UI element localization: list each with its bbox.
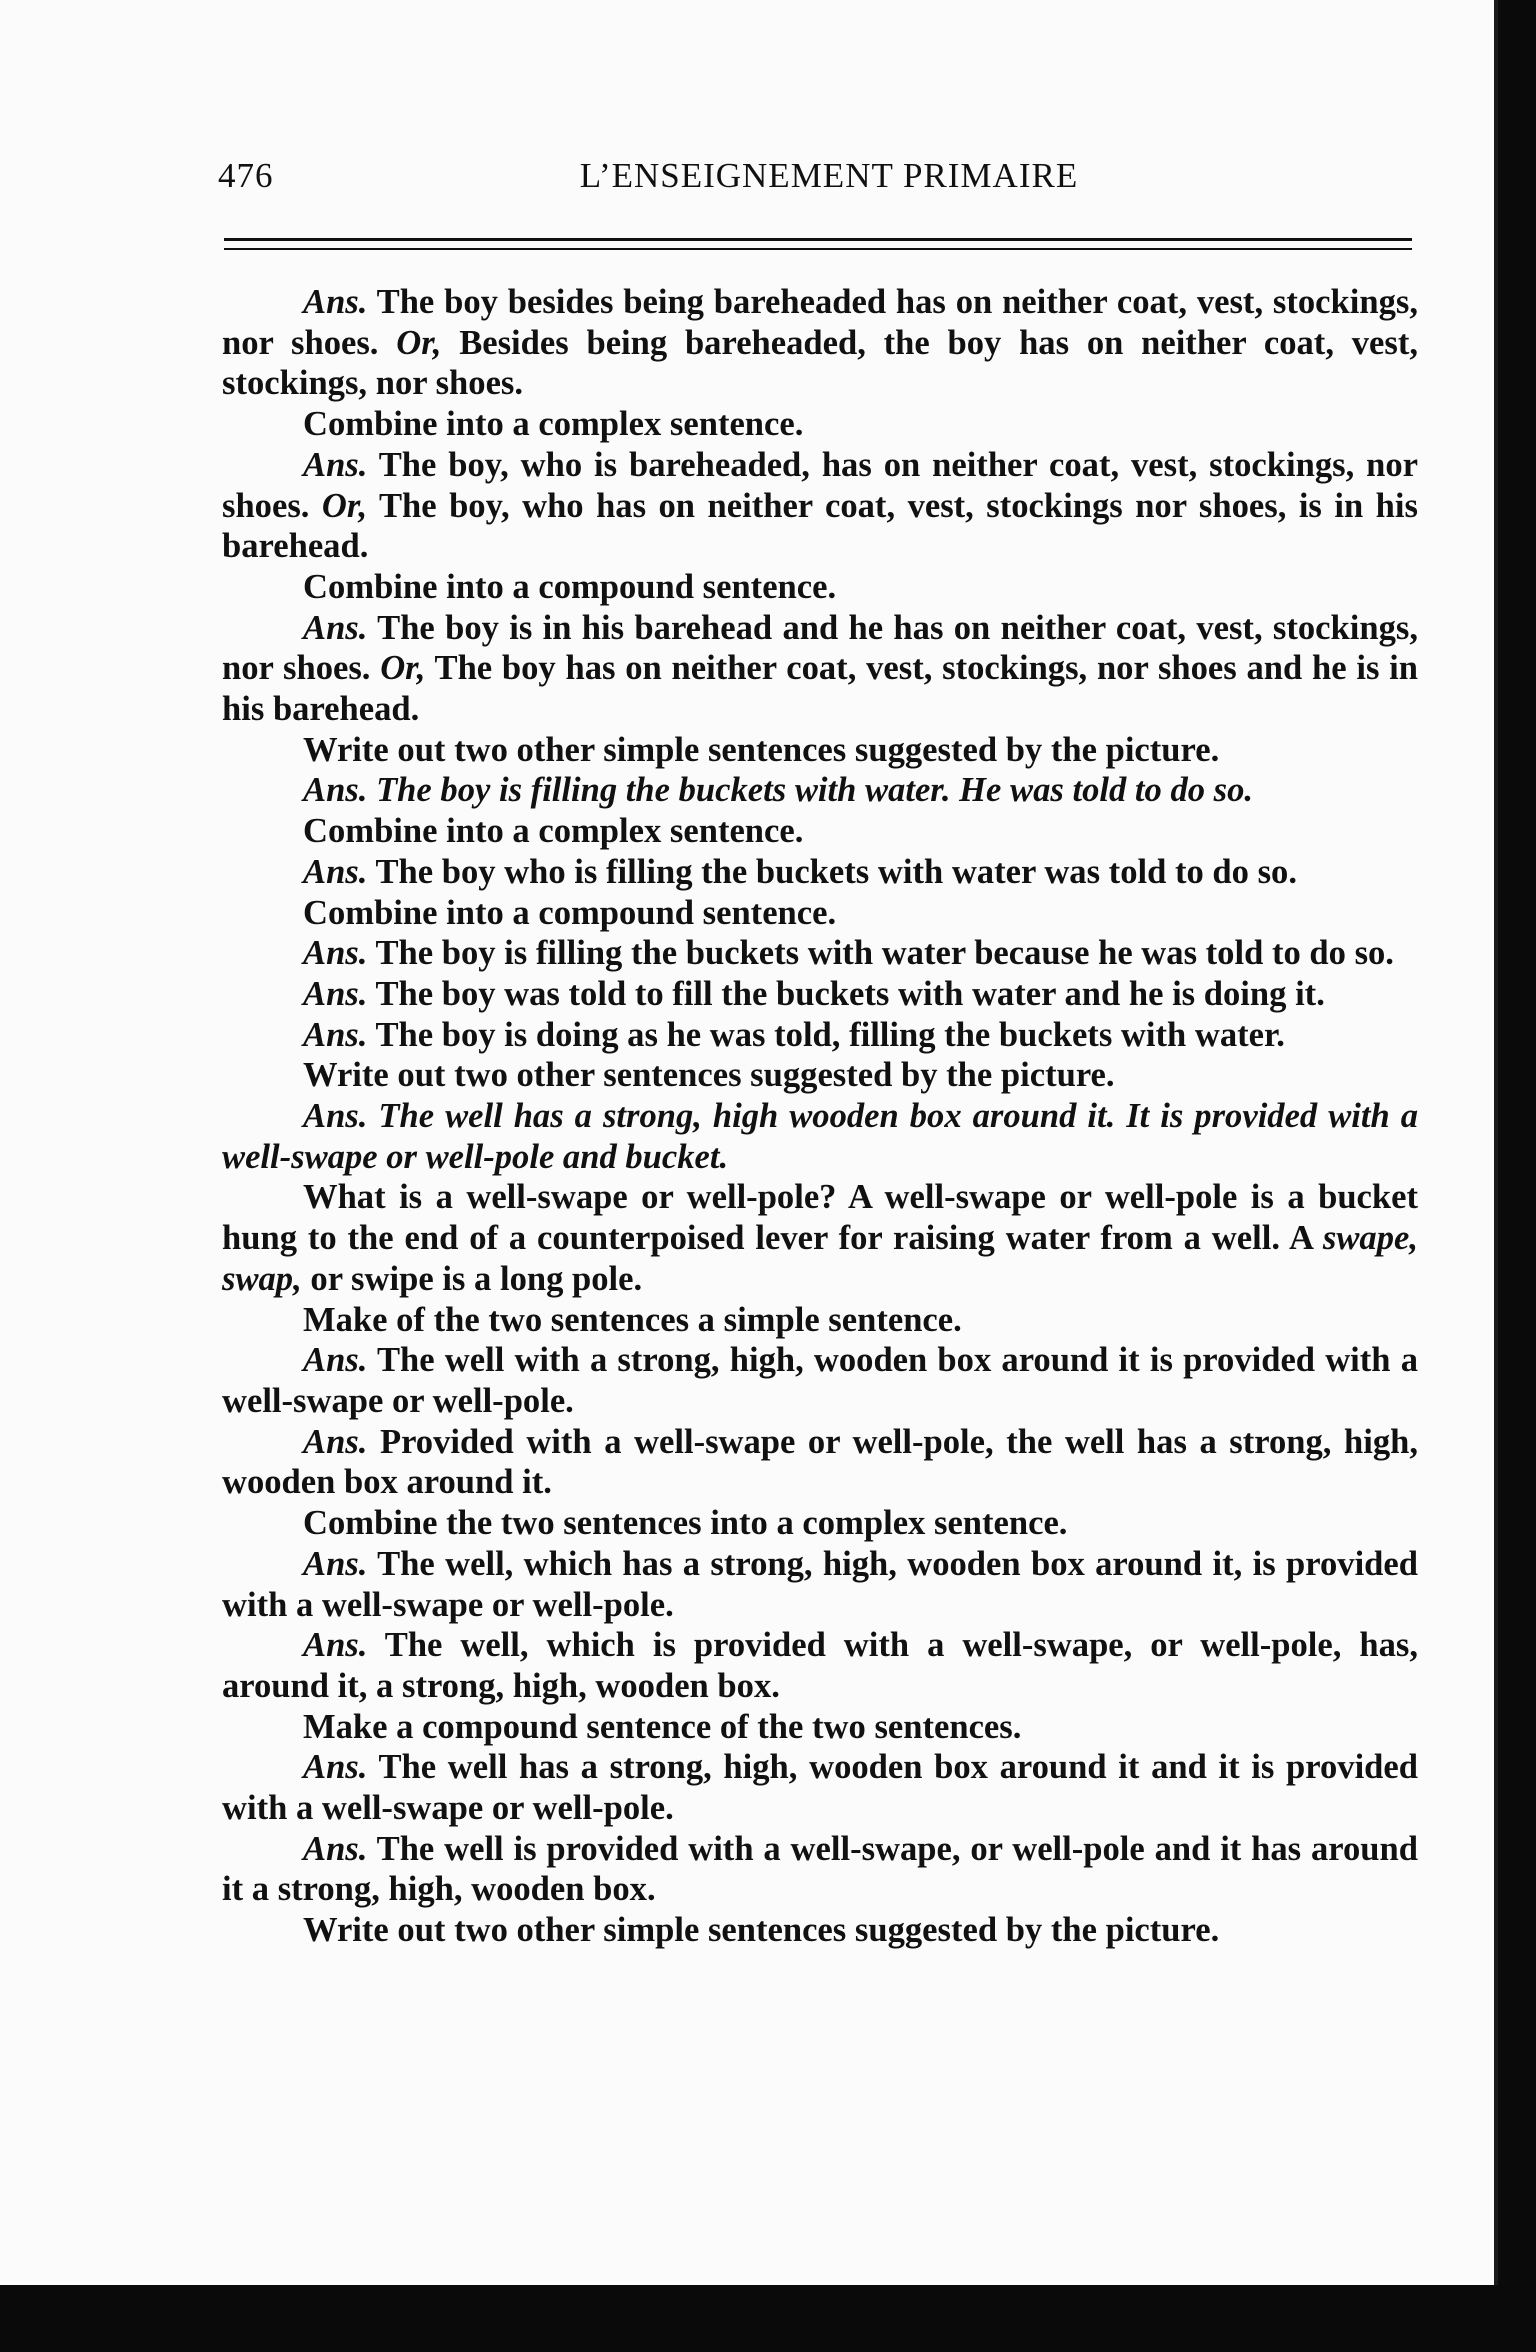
paragraph [222,1340,1418,1421]
paragraph [222,1015,1418,1056]
paragraph [222,282,1418,404]
paragraph-text: The boy was told to fill the buckets with water and he is doing it. [375,974,1325,1013]
paragraph-text: The boy is in his barehead and he has on neither coat, vest, stockings, nor shoes. [222,608,1418,688]
answer-label: Ans. [303,1097,368,1136]
paragraph-text: Combine into a compound sentence. [303,893,837,932]
paragraph [222,1177,1418,1299]
paragraph [222,974,1418,1015]
answer-label: Ans. [303,974,368,1013]
answer-label: Ans. [303,771,368,810]
paragraph-text: The boy is doing as he was told, filling the buckets with water. [375,1015,1285,1054]
paragraph [222,1300,1418,1341]
answer-label: Ans. [303,1015,368,1054]
paragraph [222,893,1418,934]
paragraph-text: Combine into a complex sentence. [303,812,804,851]
paragraph-text: Write out two other simple sentences suggested by the picture. [303,730,1220,769]
paragraph-text: Provided with a well-swape or well-pole, the well has a strong, high, wooden box around it. [222,1422,1418,1502]
page-header [218,156,1410,206]
answer-label: Ans. [303,1748,368,1787]
answer-label: Ans. [303,1341,368,1380]
paragraph [222,1096,1418,1177]
paragraph [222,567,1418,608]
paragraph [222,1747,1418,1828]
paragraph [222,1422,1418,1503]
or-label: Or, [380,649,426,688]
paragraph [222,1910,1418,1951]
paragraph-text: What is a well-swape or well-pole? A well-swape or well-pole is a bucket hung to the end of a counterpoised lever for raising water from a well. A [222,1178,1418,1258]
paragraph [222,852,1418,893]
paragraph-text: or swipe is a long pole. [310,1259,643,1298]
paragraph [222,770,1418,811]
answer-label: Ans. [303,934,368,973]
answer-label: Ans. [303,1626,368,1665]
italic-text: The boy is filling the buckets with water. He was told to do so. [376,771,1254,810]
paragraph-text: The boy besides being bareheaded has on neither coat, vest, stockings, nor shoes. [222,283,1418,362]
paragraph [222,933,1418,974]
paragraph-text: The boy who is filling the buckets with water was told to do so. [375,852,1297,891]
paragraph-text: Combine the two sentences into a complex sentence. [303,1504,1068,1543]
paragraph-text: Combine into a compound sentence. [303,567,837,606]
header-rule [224,238,1412,250]
paragraph [222,1055,1418,1096]
paragraph [222,811,1418,852]
paragraph-text: The boy has on neither coat, vest, stockings, nor shoes and he is in his barehead. [222,649,1418,729]
or-label: Or, [396,323,442,362]
paragraph [222,1544,1418,1625]
paragraph-text: The well has a strong, high, wooden box around it and it is provided with a well-swape or well-pole. [222,1748,1418,1828]
paragraph-text: The well, which is provided with a well-swape, or well-pole, has, around it, a strong, high, wooden box. [222,1626,1418,1705]
paragraph-text: Write out two other simple sentences suggested by the picture. [303,1911,1220,1950]
page-number: 476 [218,156,274,195]
italic-text: The well has a strong, high wooden box around it. It is provided with a well-swape or well-pole and bucket. [222,1097,1418,1176]
answer-label: Ans. [303,283,368,321]
body-text [222,282,1418,1951]
paragraph-text: The well, which has a strong, high, wooden box around it, is provided with a well-swape or well-pole. [222,1544,1418,1624]
paragraph [222,1829,1418,1910]
paragraph-text: Combine into a complex sentence. [303,405,804,444]
answer-label: Ans. [303,1544,368,1583]
answer-label: Ans. [303,852,368,891]
paragraph-text: The boy is filling the buckets with water because he was told to do so. [375,934,1394,973]
paragraph-text: Besides being bareheaded, the boy has on neither coat, vest, stockings, nor shoes. [222,323,1418,403]
or-label: Or, [321,486,368,525]
paragraph-text: The well with a strong, high, wooden box around it is provided with a well-swape or well-pole. [222,1341,1418,1420]
answer-label: Ans. [303,1829,368,1868]
italic-text: swape, swap, [222,1219,1418,1298]
paragraph [222,445,1418,567]
running-title: L’ENSEIGNEMENT PRIMAIRE [579,156,1079,195]
answer-label: Ans. [303,1422,368,1461]
paragraph [222,608,1418,730]
paragraph-text: The boy, who is bareheaded, has on neither coat, vest, stockings, nor shoes. [222,445,1418,525]
paragraph-text: Make a compound sentence of the two sentences. [303,1707,1022,1746]
answer-label: Ans. [303,445,368,484]
answer-label: Ans. [303,608,368,647]
paragraph-text: The boy, who has on neither coat, vest, stockings nor shoes, is in his barehead. [222,486,1418,566]
paragraph-text: The well is provided with a well-swape, or well-pole and it has around it a strong, high, wooden box. [222,1829,1418,1909]
paragraph [222,730,1418,771]
paragraph [222,404,1418,445]
paragraph [222,1625,1418,1706]
paragraph [222,1503,1418,1544]
paragraph-text: Write out two other sentences suggested by the picture. [303,1056,1115,1095]
paragraph [222,1707,1418,1748]
paragraph-text: Make of the two sentences a simple sentence. [303,1300,962,1339]
